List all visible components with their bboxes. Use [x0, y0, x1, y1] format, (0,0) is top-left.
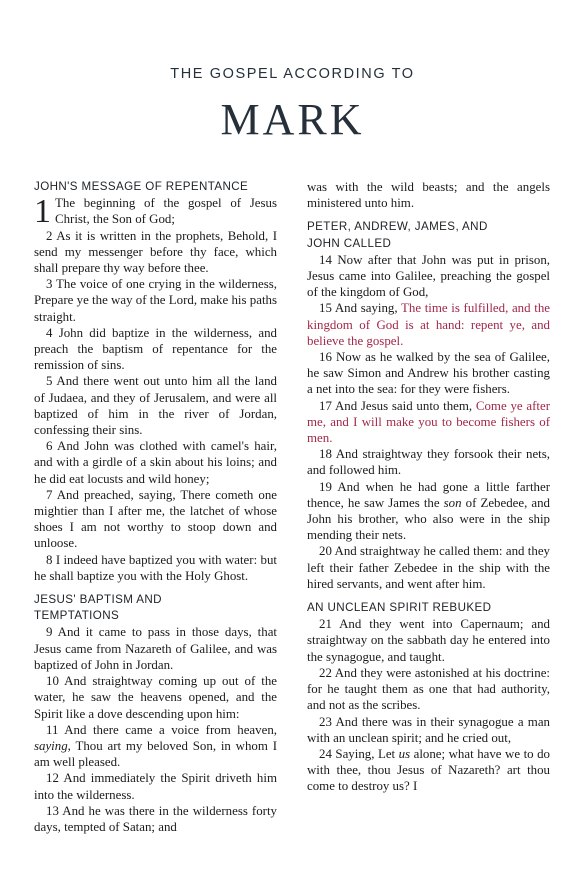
words-of-christ: Come ye after me, and I will make you to become fishers of men.	[307, 398, 550, 446]
book-title: MARK	[220, 95, 365, 144]
verse-9: 9 And it came to pass in those days, that Jesus came from Nazareth of Galilee, and was baptized of John in Jordan.	[34, 625, 277, 672]
section-heading: AN UNCLEAN SPIRIT REBUKED	[307, 601, 492, 615]
verse-19: 19 And when he had gone a little farther thence, he saw James the son of Zebedee, and John his brother, who also were in the ship mending their nets.	[307, 479, 550, 543]
verse-18: 18 And straightway they forsook their nets, and followed him.	[307, 447, 550, 478]
right-column	[307, 179, 550, 795]
verse-11: 11 And there came a voice from heaven, saying, Thou art my beloved Son, in whom I am well pleased.	[34, 722, 277, 770]
left-column	[34, 179, 277, 835]
verse-15: 15 And saying, The time is fulfilled, and the kingdom of God is at hand: repent ye, and believe the gospel.	[307, 301, 550, 348]
verse-3: 3 The voice of one crying in the wilderness, Prepare ye the way of the Lord, make his paths straight.	[34, 277, 277, 324]
verse-2: 2 As it is written in the prophets, Behold, I send my messenger before thy face, which shall prepare thy way before thee.	[34, 228, 277, 276]
verse-21: 21 And they went into Capernaum; and straightway on the sabbath day he entered into the synagogue, and taught.	[307, 617, 550, 664]
verse-1: 1 The beginning of the gospel of Jesus Christ, the Son of God;	[34, 193, 277, 231]
verse-10: 10 And straightway coming up out of the water, he saw the heavens opened, and the Spirit like a dove descending upon him:	[34, 674, 277, 721]
book-kicker: THE GOSPEL ACCORDING TO	[170, 66, 415, 82]
verse-16: 16 Now as he walked by the sea of Galilee, he saw Simon and Andrew his brother casting a net into the sea: for they were fishers.	[307, 350, 550, 397]
verse-7: 7 And preached, saying, There cometh one mightier than I after me, the latchet of whose shoes I am not worthy to stoop down and unloose.	[34, 487, 277, 551]
verse-24: 24 Saying, Let us alone; what have we to do with thee, thou Jesus of Nazareth? art thou come to destroy us? I	[307, 746, 550, 794]
chapter-number: 1	[34, 193, 51, 231]
verse-13: 13 And he was there in the wilderness forty days, tempted of Satan; and	[34, 803, 277, 834]
words-of-christ: The time is fulfilled, and the kingdom of God is at hand: repent ye, and believe the gospel.	[307, 301, 550, 348]
section-heading: JESUS' BAPTISM AND TEMPTATIONS	[34, 593, 162, 623]
verse-22: 22 And they were astonished at his doctrine: for he taught them as one that had authority, and not as the scribes.	[307, 665, 550, 713]
verse-14: 14 Now after that John was put in prison, Jesus came into Galilee, preaching the gospel of the kingdom of God,	[307, 252, 550, 300]
verse-8: 8 I indeed have baptized you with water: but he shall baptize you with the Holy Ghost.	[34, 552, 277, 583]
verse-13-continued: was with the wild beasts; and the angels ministered unto him.	[307, 180, 550, 211]
verse-23: 23 And there was in their synagogue a man with an unclean spirit; and he cried out,	[307, 714, 550, 745]
section-heading: JOHN'S MESSAGE OF REPENTANCE	[34, 180, 249, 193]
verse-4: 4 John did baptize in the wilderness, and preach the baptism of repentance for the remission of sins.	[34, 325, 277, 373]
verse-5: 5 And there went out unto him all the land of Judaea, and they of Jerusalem, and were all baptized of him in the river of Jordan, confessing their sins.	[34, 374, 277, 438]
verse-20: 20 And straightway he called them: and they left their father Zebedee in the ship with the hired servants, and went after him.	[307, 544, 550, 591]
verse-6: 6 And John was clothed with camel's hair, and with a girdle of a skin about his loins; and he did eat locusts and wild honey;	[34, 439, 277, 486]
verse-12: 12 And immediately the Spirit driveth him into the wilderness.	[34, 771, 277, 802]
section-heading: PETER, ANDREW, JAMES, AND JOHN CALLED	[307, 220, 488, 250]
verse-17: 17 And Jesus said unto them, Come ye after me, and I will make you to become fishers of men.	[307, 398, 550, 446]
